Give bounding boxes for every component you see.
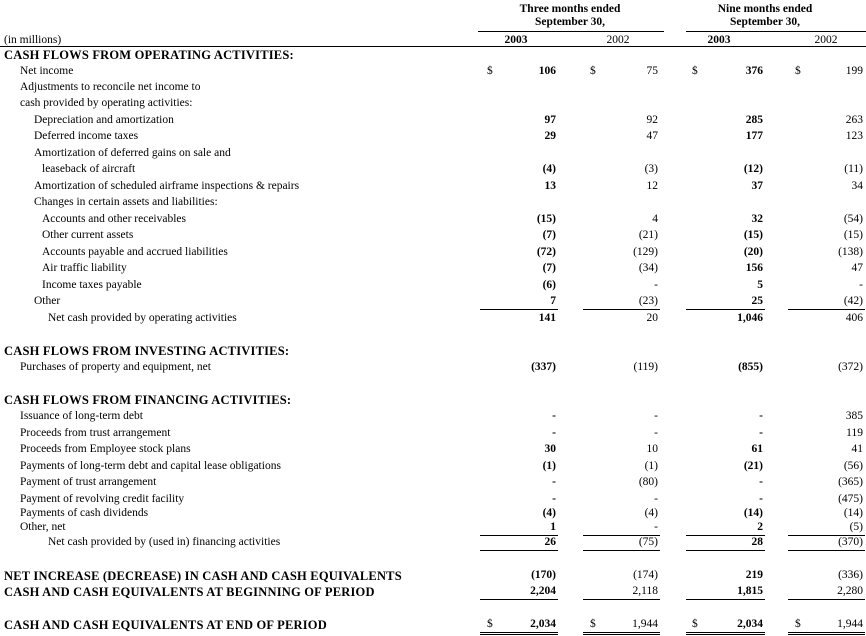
- value-cell: 2,034: [737, 618, 763, 630]
- header-three-months: Three months ended September 30,: [519, 3, 621, 28]
- row-label: Amortization of scheduled airframe inspections & repairs: [34, 180, 300, 192]
- value-cell: 156: [745, 262, 763, 274]
- value-cell: 41: [851, 443, 863, 455]
- value-cell: 2,118: [632, 585, 658, 597]
- value-cell: -: [552, 493, 556, 505]
- value-cell: -: [552, 410, 556, 422]
- value-cell: 4: [652, 213, 658, 225]
- header-nine-months: Nine months ended September 30,: [717, 3, 813, 28]
- section-heading: CASH FLOWS FROM OPERATING ACTIVITIES:: [4, 48, 294, 62]
- column-rule: [480, 632, 558, 633]
- value-cell: (4): [542, 163, 556, 175]
- value-cell: 119: [846, 427, 863, 439]
- year-col-1: 2003: [504, 34, 528, 46]
- value-cell: -: [759, 427, 763, 439]
- row-label: Issuance of long-term debt: [20, 410, 143, 422]
- column-rule: [686, 550, 765, 551]
- value-cell: (75): [638, 536, 658, 548]
- year-col-2: 2002: [606, 34, 630, 46]
- value-cell: 199: [845, 65, 863, 77]
- value-cell: 34: [851, 180, 863, 192]
- value-cell: -: [759, 476, 763, 488]
- value-cell: 26: [544, 536, 556, 548]
- value-cell: 141: [538, 312, 556, 324]
- value-cell: (15): [843, 229, 863, 241]
- value-cell: 61: [751, 443, 763, 455]
- column-rule: [788, 599, 865, 600]
- total-row-label: CASH AND CASH EQUIVALENTS AT BEGINNING OF PERIOD: [4, 585, 375, 599]
- value-cell: 32: [751, 213, 763, 225]
- value-cell: (54): [843, 213, 863, 225]
- column-rule: [686, 309, 765, 310]
- row-label: leaseback of aircraft: [42, 163, 136, 175]
- value-cell: 219: [745, 569, 763, 581]
- value-cell: 177: [745, 130, 763, 142]
- value-cell: (20): [743, 246, 763, 258]
- value-cell: 1,944: [837, 618, 863, 630]
- year-col-3: 2003: [707, 34, 731, 46]
- row-label: Accounts and other receivables: [42, 213, 187, 225]
- value-cell: 1,815: [737, 585, 763, 597]
- value-cell: 75: [646, 65, 658, 77]
- header-underline-nine: [686, 31, 866, 32]
- value-cell: 97: [544, 114, 556, 126]
- value-cell: 28: [751, 536, 763, 548]
- column-rule-double: [583, 634, 660, 635]
- value-cell: 20: [646, 312, 658, 324]
- value-cell: -: [759, 493, 763, 505]
- value-cell: (1): [644, 460, 658, 472]
- total-row-label: CASH AND CASH EQUIVALENTS AT END OF PERIOD: [4, 618, 327, 632]
- column-rule-double: [480, 634, 558, 635]
- value-cell: (21): [638, 229, 658, 241]
- value-cell: 10: [646, 443, 658, 455]
- value-cell: 123: [845, 130, 863, 142]
- value-cell: (170): [531, 569, 556, 581]
- value-cell: (42): [843, 295, 863, 307]
- row-label: Proceeds from trust arrangement: [20, 427, 171, 439]
- value-cell: (14): [843, 507, 863, 519]
- value-cell: (21): [743, 460, 763, 472]
- row-label: Deferred income taxes: [34, 130, 139, 142]
- value-cell: -: [654, 427, 658, 439]
- row-label: Purchases of property and equipment, net: [20, 361, 211, 373]
- column-rule: [480, 550, 558, 551]
- column-rule: [686, 599, 765, 600]
- currency-symbol: $: [590, 65, 596, 77]
- value-cell: (365): [838, 476, 863, 488]
- currency-symbol: $: [795, 618, 801, 630]
- column-rule: [686, 632, 765, 633]
- value-cell: 106: [538, 65, 556, 77]
- total-row-label: NET INCREASE (DECREASE) IN CASH AND CASH EQUIVALENTS: [4, 569, 402, 583]
- value-cell: 2,204: [530, 585, 556, 597]
- section-heading: CASH FLOWS FROM FINANCING ACTIVITIES:: [4, 393, 292, 407]
- value-cell: (11): [844, 163, 863, 175]
- value-cell: (15): [743, 229, 763, 241]
- value-cell: -: [654, 493, 658, 505]
- value-cell: (336): [838, 569, 863, 581]
- row-label: Depreciation and amortization: [34, 114, 174, 126]
- value-cell: 406: [845, 312, 863, 324]
- value-cell: (72): [536, 246, 556, 258]
- value-cell: 1: [550, 521, 556, 533]
- row-label: Net income: [20, 65, 74, 77]
- value-cell: (855): [738, 361, 763, 373]
- value-cell: (15): [536, 213, 556, 225]
- value-cell: (138): [838, 246, 863, 258]
- value-cell: 29: [544, 130, 556, 142]
- value-cell: (14): [743, 507, 763, 519]
- value-cell: 12: [646, 180, 658, 192]
- column-rule-double: [686, 634, 765, 635]
- row-label: cash provided by operating activities:: [20, 97, 193, 109]
- value-cell: 47: [851, 262, 863, 274]
- value-cell: 2,034: [530, 618, 556, 630]
- value-cell: 2: [757, 521, 763, 533]
- column-rule: [583, 632, 660, 633]
- value-cell: 263: [845, 114, 863, 126]
- row-label: Accounts payable and accrued liabilities: [42, 246, 228, 258]
- value-cell: -: [654, 279, 658, 291]
- value-cell: 2,280: [837, 585, 863, 597]
- currency-symbol: $: [692, 65, 698, 77]
- value-cell: (56): [843, 460, 863, 472]
- value-cell: (7): [542, 229, 556, 241]
- value-cell: -: [654, 410, 658, 422]
- row-label: Amortization of deferred gains on sale and: [34, 147, 231, 159]
- row-label: Air traffic liability: [42, 262, 127, 274]
- value-cell: 1,046: [737, 312, 763, 324]
- value-cell: (129): [633, 246, 658, 258]
- value-cell: 385: [845, 410, 863, 422]
- value-cell: (3): [644, 163, 658, 175]
- value-cell: -: [654, 521, 658, 533]
- row-label: Payment of trust arrangement: [20, 476, 157, 488]
- column-rule: [480, 599, 558, 600]
- value-cell: (23): [638, 295, 658, 307]
- currency-symbol: $: [487, 618, 493, 630]
- value-cell: (475): [838, 493, 863, 505]
- section-heading: CASH FLOWS FROM INVESTING ACTIVITIES:: [4, 344, 290, 358]
- value-cell: -: [759, 410, 763, 422]
- value-cell: 47: [646, 130, 658, 142]
- currency-symbol: $: [692, 618, 698, 630]
- row-label: Proceeds from Employee stock plans: [20, 443, 191, 455]
- row-label: Other current assets: [42, 229, 134, 241]
- value-cell: 5: [757, 279, 763, 291]
- value-cell: (7): [542, 262, 556, 274]
- row-label: Net cash provided by operating activities: [48, 312, 237, 324]
- value-cell: 376: [745, 65, 763, 77]
- value-cell: (1): [542, 460, 556, 472]
- value-cell: 13: [544, 180, 556, 192]
- value-cell: 92: [646, 114, 658, 126]
- row-label: Other, net: [20, 521, 66, 533]
- value-cell: 25: [751, 295, 763, 307]
- units-label: (in millions): [4, 34, 62, 46]
- value-cell: (5): [849, 521, 863, 533]
- value-cell: (372): [838, 361, 863, 373]
- value-cell: (119): [633, 361, 658, 373]
- value-cell: (34): [638, 262, 658, 274]
- column-rule: [583, 309, 660, 310]
- column-rule: [788, 550, 865, 551]
- column-rule: [583, 599, 660, 600]
- header-underline-three: [478, 31, 664, 32]
- value-cell: 30: [544, 443, 556, 455]
- value-cell: -: [552, 476, 556, 488]
- value-cell: (174): [633, 569, 658, 581]
- column-rule-double: [788, 634, 865, 635]
- column-rule: [788, 632, 865, 633]
- value-cell: 7: [550, 295, 556, 307]
- row-label: Payments of cash dividends: [20, 507, 149, 519]
- row-label: Payments of long-term debt and capital lease obligations: [20, 460, 281, 472]
- value-cell: 285: [745, 114, 763, 126]
- column-rule: [583, 550, 660, 551]
- column-rule: [788, 309, 865, 310]
- year-col-4: 2002: [814, 34, 838, 46]
- value-cell: 37: [751, 180, 763, 192]
- currency-symbol: $: [487, 65, 493, 77]
- row-label: Payment of revolving credit facility: [20, 493, 185, 505]
- header-rule: [0, 46, 866, 47]
- currency-symbol: $: [590, 618, 596, 630]
- row-label: Other: [34, 295, 61, 307]
- value-cell: (12): [743, 163, 763, 175]
- value-cell: (370): [838, 536, 863, 548]
- currency-symbol: $: [795, 65, 801, 77]
- value-cell: (80): [638, 476, 658, 488]
- column-rule: [480, 309, 558, 310]
- value-cell: (337): [531, 361, 556, 373]
- value-cell: -: [552, 427, 556, 439]
- value-cell: (4): [644, 507, 658, 519]
- row-label: Income taxes payable: [42, 279, 142, 291]
- value-cell: 1,944: [632, 618, 658, 630]
- row-label: Net cash provided by (used in) financing activities: [48, 536, 281, 548]
- value-cell: -: [859, 279, 863, 291]
- value-cell: (4): [542, 507, 556, 519]
- row-label: Changes in certain assets and liabilities:: [34, 196, 218, 208]
- value-cell: (6): [542, 279, 556, 291]
- row-label: Adjustments to reconcile net income to: [20, 81, 201, 93]
